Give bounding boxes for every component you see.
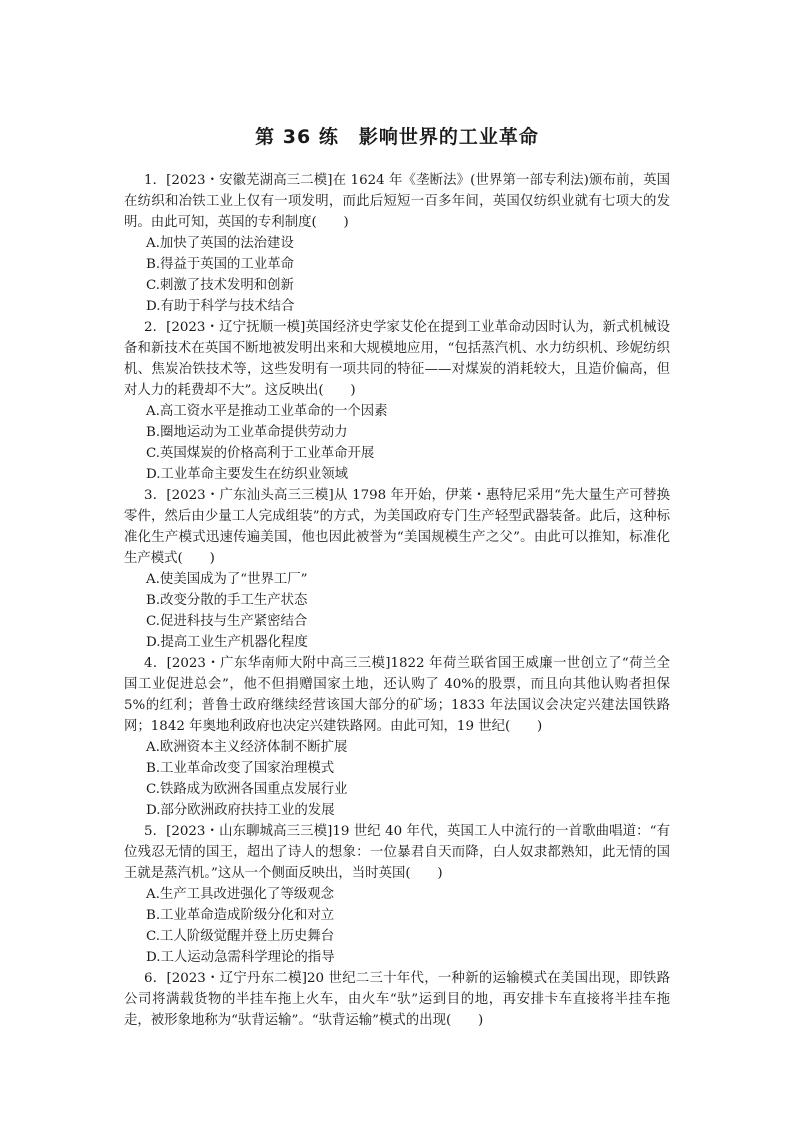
option-b: B.圈地运动为工业革命提供劳动力: [146, 425, 348, 440]
option-b: B.工业革命造成阶级分化和对立: [146, 908, 335, 923]
question-2: [124, 317, 670, 485]
option-b: B.改变分散的手工生产状态: [146, 593, 308, 608]
option-d: D.工业革命主要发生在纺织业领域: [146, 467, 348, 482]
question-stem: 2．[2023・辽宁抚顺一模]英国经济史学家艾伦在提到工业革命动因时认为，新式机械设备和新技术在英国不断地被发明出来和大规模地应用，“包括蒸汽机、水力纺织机、珍妮纺织机、焦炭冶铁技术等，这些发明有一项共同的特征——对煤炭的消耗较大，且造价偏高，但对人力的耗费却不大”。这反映出( ): [124, 320, 670, 398]
option-c: C.英国煤炭的价格高利于工业革命开展: [146, 446, 375, 461]
option-c: C.刺激了技术发明和创新: [146, 278, 294, 293]
question-stem: 1．[2023・安徽芜湖高三二模]在 1624 年《垄断法》(世界第一部专利法)颁布前，英国在纺织和冶铁工业上仅有一项发明，而此后短短一百多年间，英国仅纺织业就有七项大的发明。由此可知，英国的专利制度( ): [124, 173, 670, 230]
option-a: A.加快了英国的法治建设: [146, 236, 294, 251]
option-a: A.欧洲资本主义经济体制不断扩展: [146, 740, 348, 755]
question-1: [124, 170, 670, 317]
question-stem: 6．[2023・辽宁丹东二模]20 世纪二三十年代，一种新的运输模式在美国出现，即铁路公司将满载货物的半挂车拖上火车，由火车“驮”运到目的地，再安排卡车直接将半挂车拖走，被形象地称为“驮背运输”。“驮背运输”模式的出现( ): [124, 971, 670, 1028]
question-4: [124, 653, 670, 821]
question-3: [124, 485, 670, 653]
option-c: C.工人阶级觉醒并登上历史舞台: [146, 929, 335, 944]
option-d: D.工人运动急需科学理论的指导: [146, 950, 335, 965]
question-stem: 3．[2023・广东汕头高三三模]从 1798 年开始，伊莱・惠特尼采用“先大量生产可替换零件，然后由少量工人完成组装”的方式，为美国政府专门生产轻型武器装备。此后，这种标准化生产模式迅速传遍美国，他也因此被誉为“美国规模生产之父”。由此可以推知，标准化生产模式( ): [124, 488, 670, 566]
option-a: A.生产工具改进强化了等级观念: [146, 887, 335, 902]
option-d: D.有助于科学与技术结合: [146, 299, 295, 314]
page-title: 第 36 练 影响世界的工业革命: [255, 126, 539, 148]
question-5: [124, 821, 670, 968]
option-c: C.铁路成为欧洲各国重点发展行业: [146, 782, 348, 797]
option-c: C.促进科技与生产紧密结合: [146, 614, 308, 629]
question-6: [124, 968, 670, 1031]
option-d: D.提高工业生产机器化程度: [146, 635, 308, 650]
question-stem: 5．[2023・山东聊城高三三模]19 世纪 40 年代，英国工人中流行的一首歌曲唱道：“有位残忍无情的国王，超出了诗人的想象：一位暴君自天而降，白人奴隶都熟知，此无情的国王就是蒸汽机。”这从一个侧面反映出，当时英国( ): [124, 824, 670, 881]
question-list: [124, 170, 670, 1031]
option-b: B.得益于英国的工业革命: [146, 257, 295, 272]
question-stem: 4．[2023・广东华南师大附中高三三模]1822 年荷兰联省国王威廉一世创立了“荷兰全国工业促进总会”，他不但捐赠国家土地，还认购了 40%的股票，而且向其他认购者担保 5%的红利；普鲁士政府继续经营该国大部分的矿场；1833 年法国议会决定兴建法国铁路网；1842 年奥地利政府也决定兴建铁路网。由此可知，19 世纪( ): [124, 656, 670, 734]
option-a: A.使美国成为了“世界工厂”: [146, 572, 308, 587]
option-b: B.工业革命改变了国家治理模式: [146, 761, 335, 776]
option-a: A.高工资水平是推动工业革命的一个因素: [146, 404, 388, 419]
option-d: D.部分欧洲政府扶持工业的发展: [146, 803, 335, 818]
